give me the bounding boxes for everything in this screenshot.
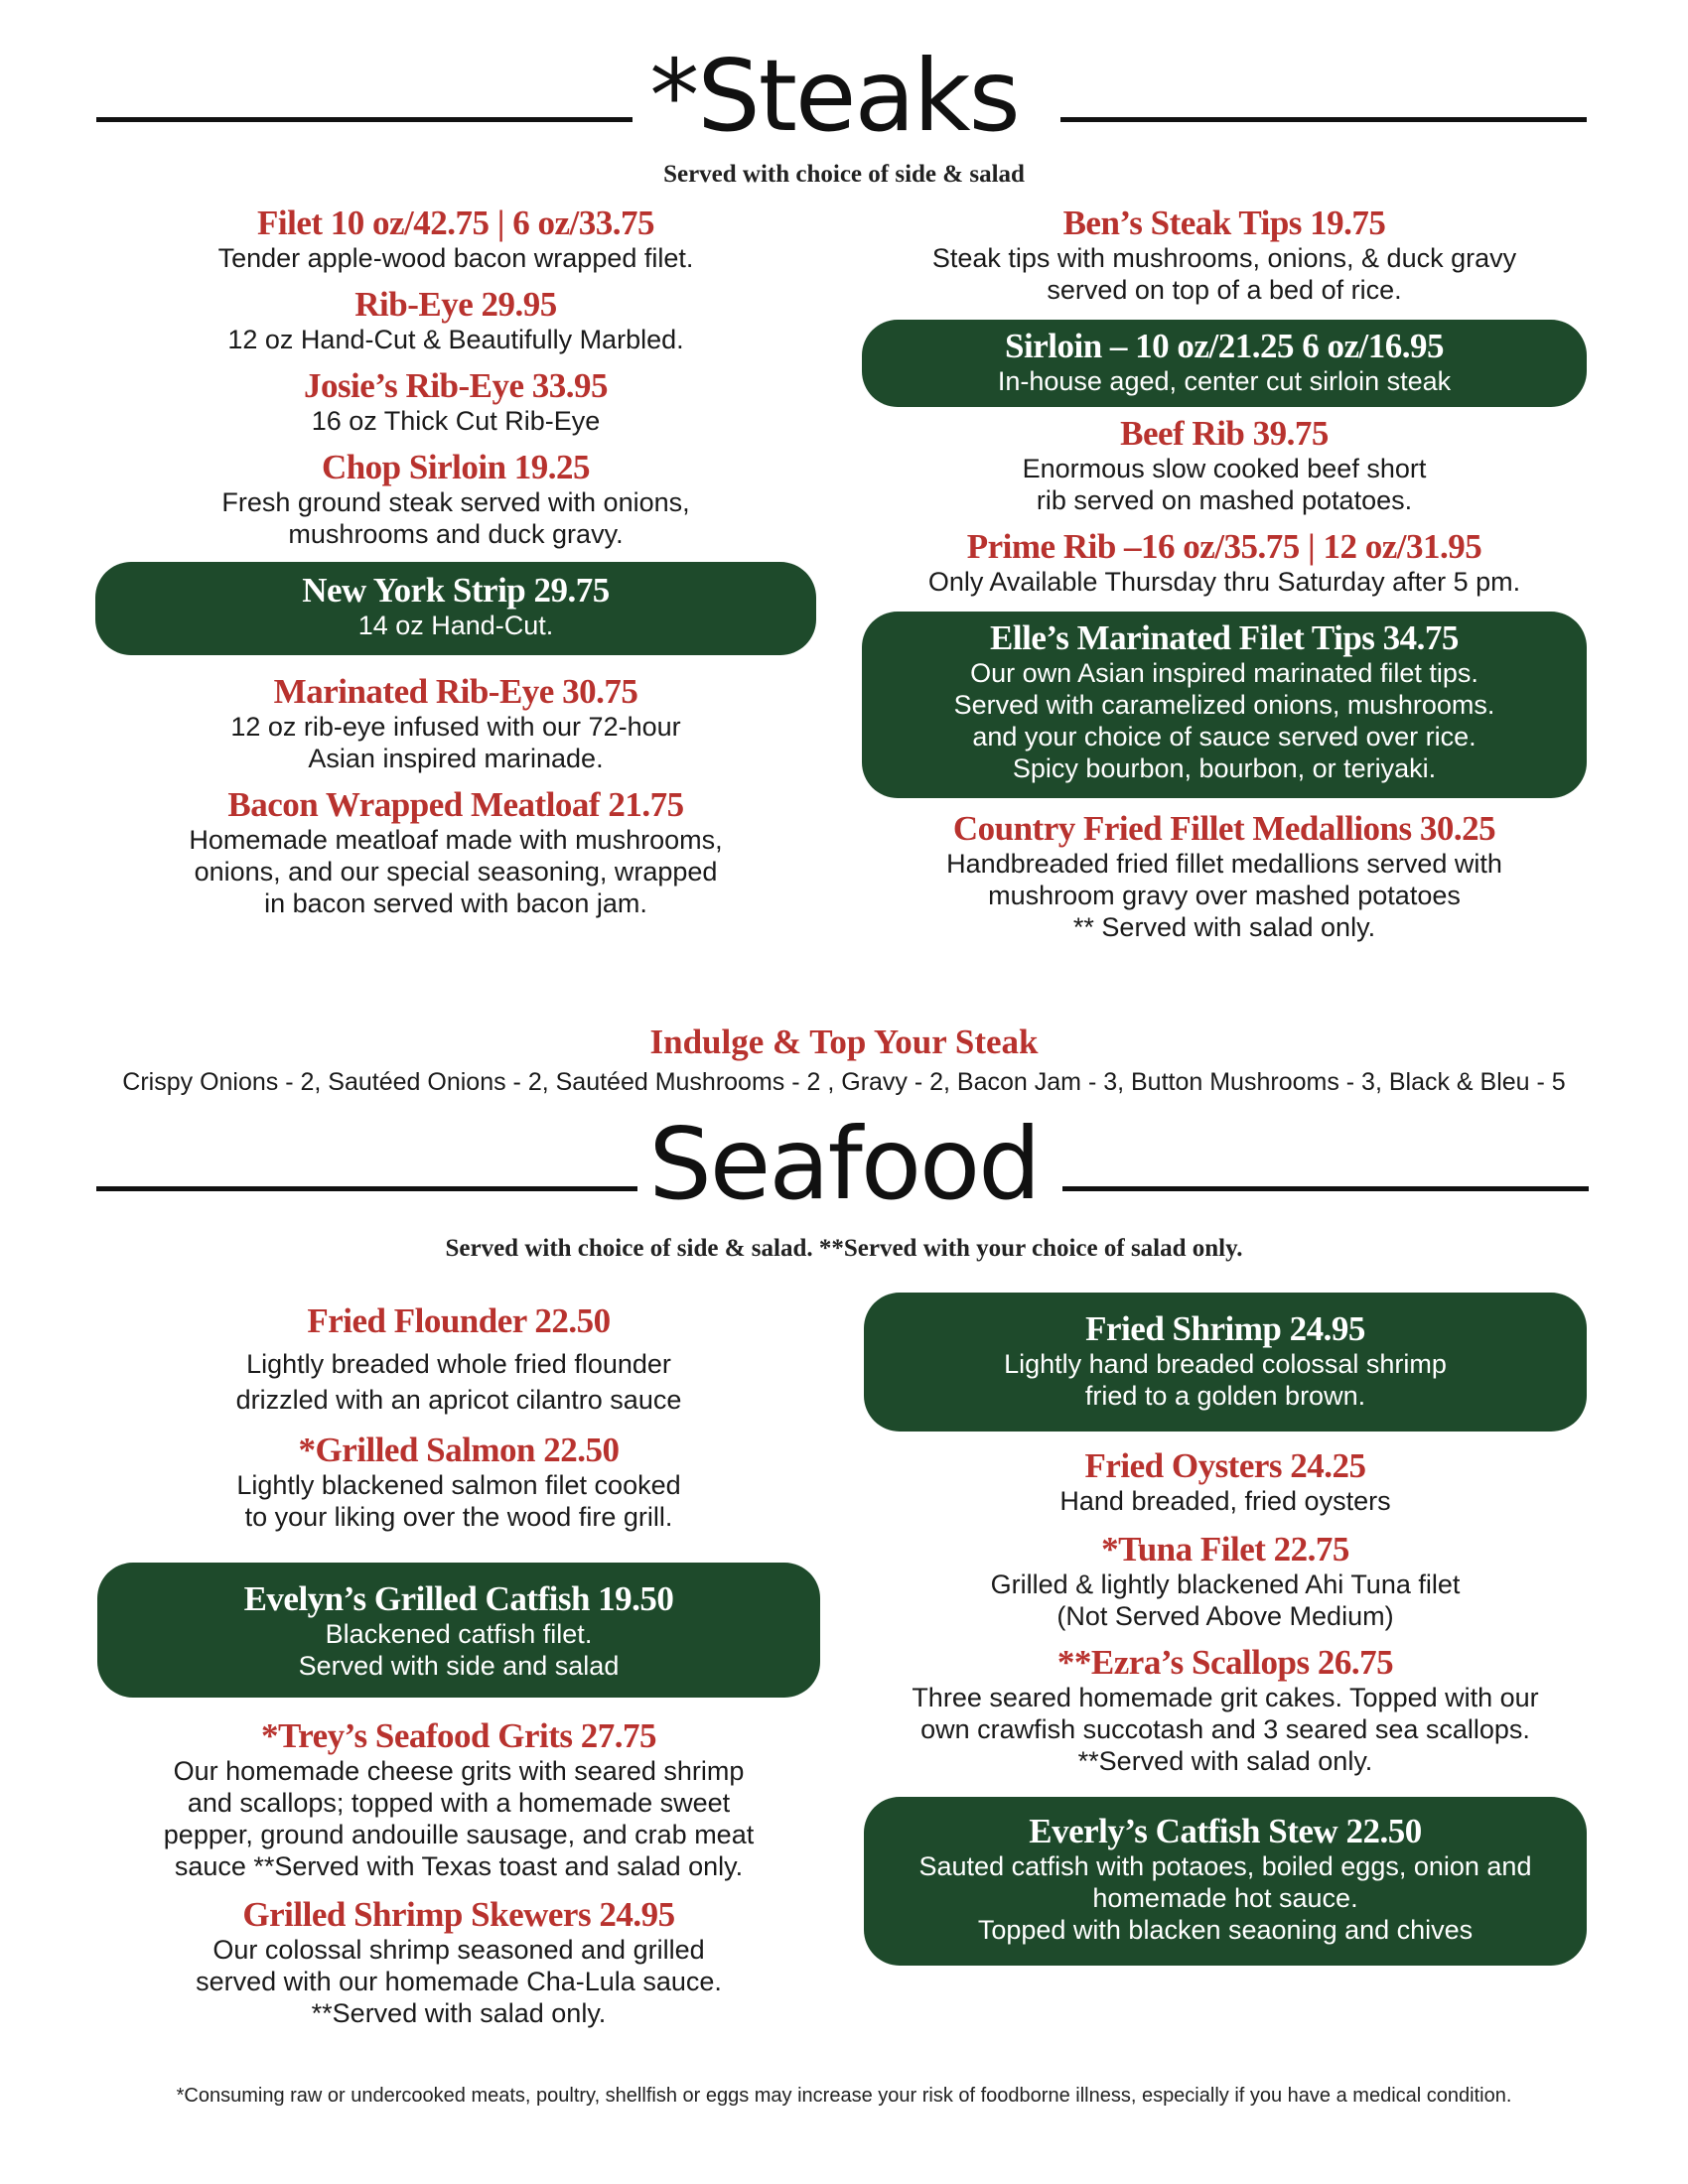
item-desc: Tender apple-wood bacon wrapped filet. (217, 243, 694, 273)
item-desc: served on top of a bed of rice. (1047, 275, 1402, 305)
item-desc: Three seared homemade grit cakes. Topped with our (912, 1683, 1539, 1712)
addons-text: Crispy Onions - 2, Sautéed Onions - 2, Sautéed Mushrooms - 2 , Gravy - 2, Bacon Jam - 3, Button Mushrooms - 3, Black & Bleu - 5 (122, 1068, 1566, 1096)
menu-item-featured (97, 1563, 820, 1698)
menu-item-featured (95, 562, 816, 655)
steaks-right-column (862, 205, 1587, 943)
menu-item (95, 286, 816, 355)
item-desc: 12 oz rib-eye infused with our 72-hour (230, 712, 681, 742)
menu-item-featured (862, 320, 1587, 407)
item-desc: and your choice of sauce served over rice. (972, 722, 1477, 751)
item-desc: Our own Asian inspired marinated filet tips. (970, 658, 1478, 688)
item-desc: Blackened catfish filet. (325, 1619, 593, 1649)
item-desc: and scallops; topped with a homemade sweet (187, 1788, 731, 1818)
seafood-right-column (864, 1293, 1587, 1966)
item-desc: In-house aged, center cut sirloin steak (997, 366, 1452, 396)
item-name: Josie’s Rib-Eye 33.95 (303, 366, 609, 405)
item-name: *Trey’s Seafood Grits 27.75 (260, 1716, 657, 1755)
item-desc: Served with caramelized onions, mushrooms. (953, 690, 1495, 720)
item-desc: own crawfish succotash and 3 seared sea scallops. (920, 1714, 1530, 1744)
menu-item (97, 1302, 820, 1418)
item-name: Elle’s Marinated Filet Tips 34.75 (990, 618, 1459, 657)
item-desc: onions, and our special seasoning, wrapped (194, 857, 718, 887)
item-desc: rib served on mashed potatoes. (1036, 485, 1413, 515)
item-name: Fried Shrimp 24.95 (1085, 1309, 1365, 1348)
seafood-title: Seafood (648, 1106, 1040, 1222)
item-desc: Homemade meatloaf made with mushrooms, (189, 825, 723, 855)
item-desc: sauce **Served with Texas toast and salad only. (174, 1851, 744, 1881)
item-name: Bacon Wrapped Meatloaf 21.75 (227, 785, 684, 824)
item-desc: Hand breaded, fried oysters (1059, 1486, 1391, 1516)
item-name: *Tuna Filet 22.75 (1101, 1530, 1349, 1569)
item-desc: pepper, ground andouille sausage, and crab meat (163, 1820, 755, 1849)
menu-item (95, 786, 816, 919)
item-name: New York Strip 29.75 (302, 571, 610, 610)
item-desc: **Served with salad only. (311, 1998, 607, 2028)
food-safety-disclaimer: *Consuming raw or undercooked meats, poultry, shellfish or eggs may increase your risk of foodborne illness, especially if you have a medical condition. (176, 2085, 1512, 2107)
seafood-left-column (97, 1302, 820, 2029)
item-name: Fried Oysters 24.25 (1084, 1446, 1366, 1485)
item-name: Marinated Rib-Eye 30.75 (273, 672, 638, 711)
seafood-rule-left (96, 1186, 637, 1191)
item-name: Beef Rib 39.75 (1120, 414, 1329, 453)
item-desc: Sauted catfish with potaoes, boiled eggs, onion and (918, 1851, 1532, 1881)
steaks-left-column (95, 205, 816, 919)
item-desc: Served with side and salad (298, 1651, 620, 1681)
item-desc: (Not Served Above Medium) (1056, 1601, 1394, 1631)
steaks-rule-right (1060, 117, 1587, 122)
item-desc: Lightly blackened salmon filet cooked (236, 1470, 681, 1500)
menu-item (862, 205, 1587, 306)
item-desc: Our homemade cheese grits with seared shrimp (173, 1756, 745, 1786)
item-name: Filet 10 oz/42.75 | 6 oz/33.75 (257, 204, 654, 242)
item-desc: fried to a golden brown. (1084, 1381, 1366, 1411)
menu-item (97, 1896, 820, 2029)
seafood-rule-right (1062, 1186, 1589, 1191)
menu-item (97, 1717, 820, 1882)
menu-item (95, 367, 816, 437)
menu-item (864, 1531, 1587, 1632)
item-desc: ** Served with salad only. (1072, 912, 1376, 942)
item-desc: Lightly hand breaded colossal shrimp (1004, 1349, 1447, 1379)
menu-item-featured (862, 612, 1587, 798)
item-desc: Grilled & lightly blackened Ahi Tuna filet (990, 1570, 1461, 1599)
item-desc: in bacon served with bacon jam. (264, 888, 647, 918)
addons-title: Indulge & Top Your Steak (649, 1023, 1039, 1061)
item-name: Rib-Eye 29.95 (354, 285, 557, 324)
steaks-title: *Steaks (649, 38, 1019, 154)
item-desc: to your liking over the wood fire grill. (244, 1502, 673, 1532)
item-name: **Ezra’s Scallops 26.75 (1056, 1643, 1394, 1682)
item-desc: homemade hot sauce. (1092, 1883, 1358, 1913)
steaks-subtitle: Served with choice of side & salad (663, 161, 1025, 188)
item-desc: 12 oz Hand-Cut & Beautifully Marbled. (227, 325, 684, 354)
item-desc: 16 oz Thick Cut Rib-Eye (311, 406, 601, 436)
menu-item (95, 449, 816, 550)
item-desc: Only Available Thursday thru Saturday after 5 pm. (927, 567, 1521, 597)
item-name: Sirloin – 10 oz/21.25 6 oz/16.95 (1005, 327, 1444, 365)
item-name: Country Fried Fillet Medallions 30.25 (952, 809, 1496, 848)
item-name: Ben’s Steak Tips 19.75 (1062, 204, 1386, 242)
item-desc: drizzled with an apricot cilantro sauce (235, 1385, 682, 1415)
menu-item-featured (864, 1293, 1587, 1432)
item-desc: 14 oz Hand-Cut. (357, 611, 554, 640)
menu-item (97, 1432, 820, 1533)
item-name: Evelyn’s Grilled Catfish 19.50 (243, 1579, 674, 1618)
seafood-subtitle: Served with choice of side & salad. **Served with your choice of salad only. (445, 1235, 1243, 1262)
item-desc: Steak tips with mushrooms, onions, & duck gravy (931, 243, 1517, 273)
item-desc: Lightly breaded whole fried flounder (246, 1349, 671, 1379)
menu-item (864, 1644, 1587, 1777)
item-desc: Our colossal shrimp seasoned and grilled (212, 1935, 705, 1965)
item-desc: Enormous slow cooked beef short (1022, 454, 1427, 483)
item-name: Everly’s Catfish Stew 22.50 (1029, 1812, 1422, 1850)
menu-item (95, 205, 816, 274)
menu-item (95, 673, 816, 774)
item-desc: Topped with blacken seaoning and chives (977, 1915, 1474, 1945)
item-desc: **Served with salad only. (1077, 1746, 1373, 1776)
item-desc: Asian inspired marinade. (308, 744, 604, 773)
item-name: *Grilled Salmon 22.50 (298, 1431, 620, 1469)
item-name: Chop Sirloin 19.25 (321, 448, 591, 486)
item-desc: Handbreaded fried fillet medallions served with (946, 849, 1502, 879)
item-desc: mushrooms and duck gravy. (288, 519, 624, 549)
menu-item (862, 528, 1587, 598)
item-name: Grilled Shrimp Skewers 24.95 (242, 1895, 675, 1934)
menu-item (862, 415, 1587, 516)
item-desc: mushroom gravy over mashed potatoes (988, 881, 1461, 910)
menu-item (864, 1447, 1587, 1517)
item-desc: Fresh ground steak served with onions, (221, 487, 690, 517)
item-desc: Spicy bourbon, bourbon, or teriyaki. (1012, 753, 1437, 783)
item-desc: served with our homemade Cha-Lula sauce. (196, 1967, 722, 1996)
menu-item-featured (864, 1797, 1587, 1966)
steaks-rule-left (96, 117, 633, 122)
item-name: Fried Flounder 22.50 (307, 1301, 611, 1340)
item-name: Prime Rib –16 oz/35.75 | 12 oz/31.95 (966, 527, 1482, 566)
menu-item (862, 810, 1587, 943)
